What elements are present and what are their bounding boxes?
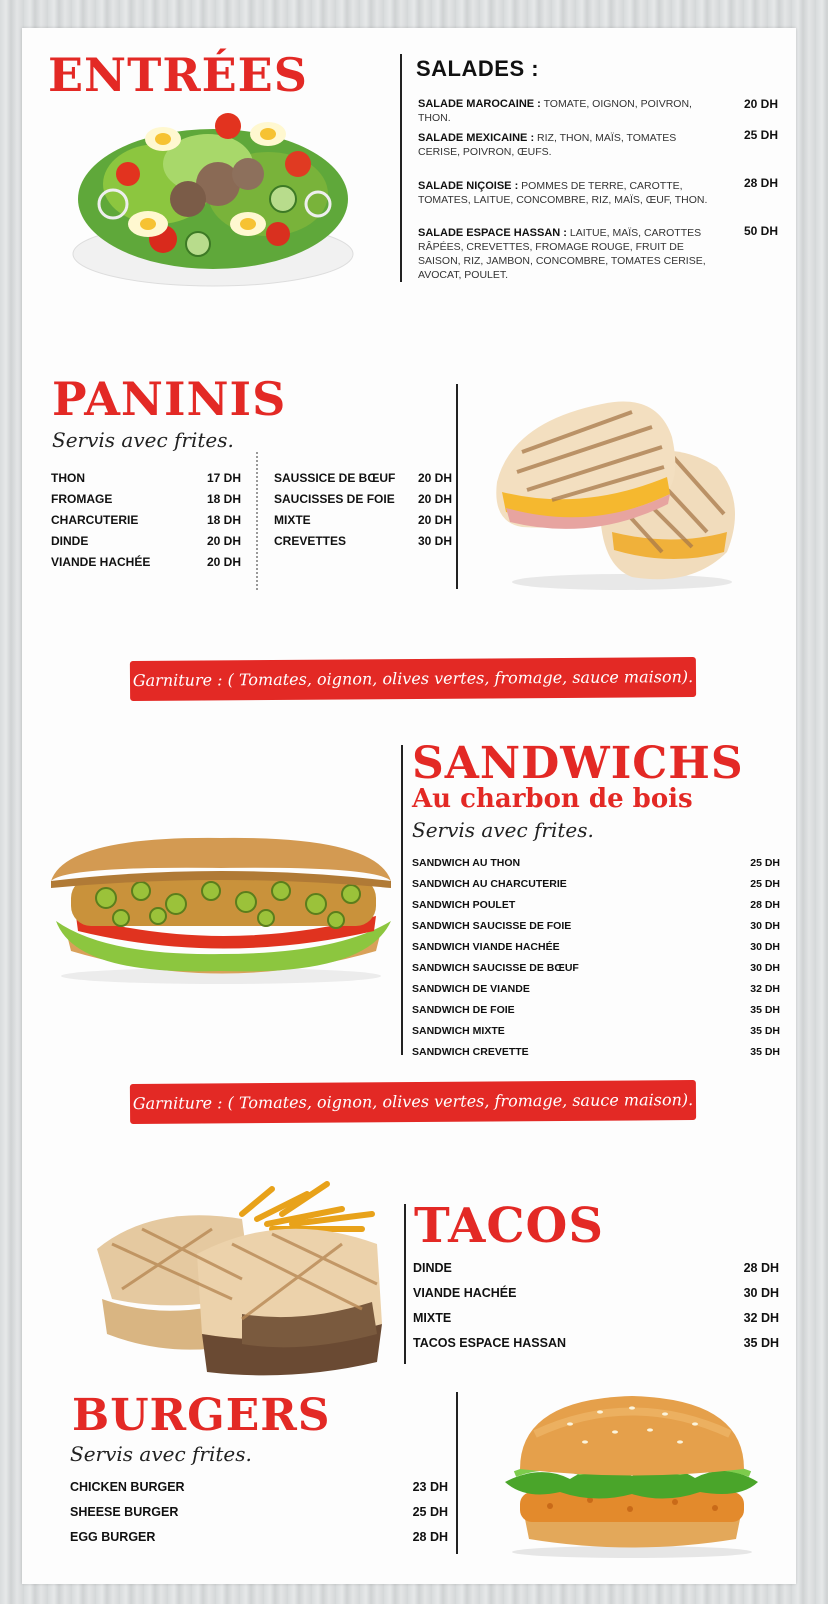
- tacos-title: TACOS: [414, 1198, 605, 1254]
- panini-price: 20 DH: [417, 471, 452, 485]
- burger-price: 28 DH: [412, 1530, 448, 1544]
- sandwich-price: 35 DH: [750, 1004, 780, 1016]
- burger-row: [70, 1506, 448, 1519]
- tacos-price: 35 DH: [743, 1336, 779, 1350]
- salade-item: [418, 97, 708, 125]
- paninis-garniture-banner: Garniture : ( Tomates, oignon, olives vertes, fromage, sauce maison).: [130, 657, 696, 701]
- sandwich-row: [412, 963, 780, 974]
- paninis-column-divider: [256, 452, 258, 590]
- salade-price: 20 DH: [743, 97, 778, 111]
- salades-heading: SALADES :: [416, 56, 540, 81]
- panini-row: [274, 472, 452, 484]
- sandwich-row: [412, 921, 780, 932]
- panini-name: SAUSSICE DE BŒUF: [274, 471, 396, 485]
- salade-desc: RIZ, THON, MAÏS, TOMATES CERISE, POIVRON, ŒUFS.: [418, 132, 677, 158]
- salade-name: SALADE MEXICAINE :: [418, 132, 535, 144]
- sandwich-row: [412, 1026, 780, 1037]
- panini-row: [51, 514, 241, 526]
- sandwich-price: 32 DH: [750, 983, 780, 995]
- sandwich-image: [46, 836, 396, 986]
- salade-desc: POMMES DE TERRE, CAROTTE, TOMATES, LAITUE, CONCOMBRE, RIZ, MAÏS, ŒUF, THON.: [418, 180, 708, 206]
- panini-name: FROMAGE: [51, 492, 113, 506]
- panini-row: [51, 556, 241, 568]
- panini-price: 20 DH: [417, 513, 452, 527]
- tacos-image: [92, 1184, 388, 1380]
- tacos-row: [413, 1337, 779, 1350]
- burger-price: 23 DH: [412, 1480, 448, 1494]
- sandwich-row: [412, 1047, 780, 1058]
- entrees-title: ENTRÉES: [48, 48, 308, 102]
- salade-name: SALADE MAROCAINE :: [418, 98, 541, 110]
- burgers-divider: [456, 1392, 458, 1554]
- sandwichs-note: Servis avec frites.: [412, 818, 594, 842]
- sandwichs-subtitle: Au charbon de bois: [412, 784, 693, 814]
- sandwich-price: 25 DH: [750, 857, 780, 869]
- tacos-row: [413, 1287, 779, 1300]
- burger-name: SHEESE BURGER: [70, 1505, 179, 1519]
- panini-price: 30 DH: [417, 534, 452, 548]
- panini-price: 20 DH: [417, 492, 452, 506]
- sandwichs-divider: [401, 745, 403, 1055]
- sandwich-name: SANDWICH POULET: [412, 899, 516, 911]
- salade-name: SALADE NIÇOISE :: [418, 180, 519, 192]
- panini-price: 17 DH: [206, 471, 241, 485]
- sandwich-price: 28 DH: [750, 899, 780, 911]
- sandwich-name: SANDWICH VIANDE HACHÉE: [412, 941, 560, 953]
- tacos-name: TACOS ESPACE HASSAN: [413, 1336, 567, 1350]
- sandwich-name: SANDWICH SAUCISSE DE FOIE: [412, 920, 572, 932]
- panini-image: [492, 382, 754, 592]
- sandwich-name: SANDWICH DE VIANDE: [412, 983, 530, 995]
- panini-name: CREVETTES: [274, 534, 347, 548]
- panini-row: [51, 493, 241, 505]
- sandwich-name: SANDWICH AU THON: [412, 857, 521, 869]
- salade-name: SALADE ESPACE HASSAN :: [418, 227, 567, 239]
- salade-price: 50 DH: [743, 224, 778, 238]
- paninis-divider: [456, 384, 458, 589]
- tacos-price: 28 DH: [743, 1261, 779, 1275]
- salade-desc: TOMATE, OIGNON, POIVRON, THON.: [418, 98, 692, 124]
- sandwich-row: [412, 879, 780, 890]
- sandwich-name: SANDWICH CREVETTE: [412, 1046, 529, 1058]
- sandwich-row: [412, 942, 780, 953]
- salade-price: 28 DH: [743, 176, 778, 190]
- salade-price: 25 DH: [743, 128, 778, 142]
- tacos-name: DINDE: [413, 1261, 452, 1275]
- panini-row: [51, 472, 241, 484]
- sandwich-row: [412, 900, 780, 911]
- panini-price: 18 DH: [206, 492, 241, 506]
- burger-price: 25 DH: [412, 1505, 448, 1519]
- sandwich-row: [412, 858, 780, 869]
- sandwich-price: 30 DH: [750, 920, 780, 932]
- burger-row: [70, 1531, 448, 1544]
- panini-price: 20 DH: [206, 555, 241, 569]
- sandwich-price: 25 DH: [750, 878, 780, 890]
- tacos-name: VIANDE HACHÉE: [413, 1286, 517, 1300]
- salade-item: [418, 179, 708, 207]
- sandwichs-garniture-banner: Garniture : ( Tomates, oignon, olives vertes, fromage, sauce maison).: [130, 1080, 696, 1124]
- sandwich-name: SANDWICH SAUCISSE DE BŒUF: [412, 962, 579, 974]
- paninis-title: PANINIS: [52, 372, 287, 426]
- salade-desc: LAITUE, MAÏS, CAROTTES RÂPÉES, CREVETTES, FROMAGE ROUGE, FRUIT DE SAISON, RIZ, JAMBON, CONCOMBRE, TOMATES CERISE, AVOCAT, POULET.: [418, 227, 706, 281]
- panini-price: 20 DH: [206, 534, 241, 548]
- sandwichs-title: SANDWICHS: [412, 738, 744, 789]
- sandwich-row: [412, 984, 780, 995]
- panini-name: VIANDE HACHÉE: [51, 555, 151, 569]
- panini-name: SAUCISSES DE FOIE: [274, 492, 395, 506]
- sandwich-name: SANDWICH DE FOIE: [412, 1004, 515, 1016]
- sandwich-price: 30 DH: [750, 941, 780, 953]
- burger-name: CHICKEN BURGER: [70, 1480, 185, 1494]
- sandwich-row: [412, 1005, 780, 1016]
- sandwich-price: 35 DH: [750, 1046, 780, 1058]
- sandwich-name: SANDWICH AU CHARCUTERIE: [412, 878, 567, 890]
- panini-name: THON: [51, 471, 85, 485]
- panini-name: MIXTE: [274, 513, 311, 527]
- tacos-name: MIXTE: [413, 1311, 452, 1325]
- sandwich-price: 30 DH: [750, 962, 780, 974]
- panini-price: 18 DH: [206, 513, 241, 527]
- sandwich-price: 35 DH: [750, 1025, 780, 1037]
- burgers-title: BURGERS: [72, 1390, 331, 1441]
- paninis-subtitle: Servis avec frites.: [52, 428, 234, 452]
- panini-row: [51, 535, 241, 547]
- panini-row: [274, 493, 452, 505]
- tacos-price: 32 DH: [743, 1311, 779, 1325]
- burgers-subtitle: Servis avec frites.: [70, 1442, 252, 1466]
- burger-image: [500, 1394, 764, 1560]
- sandwich-name: SANDWICH MIXTE: [412, 1025, 505, 1037]
- entrees-divider: [400, 54, 402, 282]
- panini-row: [274, 535, 452, 547]
- tacos-row: [413, 1262, 779, 1275]
- panini-row: [274, 514, 452, 526]
- salade-item: [418, 131, 708, 159]
- salad-image: [68, 104, 358, 289]
- tacos-row: [413, 1312, 779, 1325]
- tacos-price: 30 DH: [743, 1286, 779, 1300]
- salade-item: [418, 226, 708, 282]
- panini-name: DINDE: [51, 534, 89, 548]
- burger-name: EGG BURGER: [70, 1530, 156, 1544]
- tacos-divider: [404, 1204, 406, 1364]
- burger-row: [70, 1481, 448, 1494]
- panini-name: CHARCUTERIE: [51, 513, 139, 527]
